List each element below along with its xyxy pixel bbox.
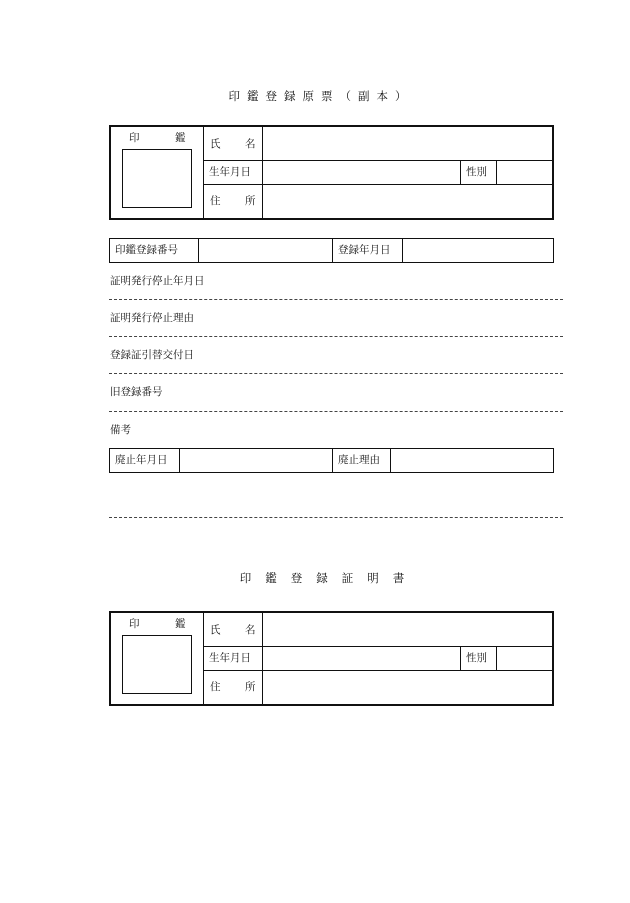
- cert-address-label-char-2: 所: [245, 681, 256, 693]
- cert-gender-divider-right: [496, 646, 497, 670]
- abolition-reason-label: 廃止理由: [338, 454, 380, 466]
- name-label-char-1: 氏: [210, 138, 221, 150]
- cert-gender-divider-left: [460, 646, 461, 670]
- gender-divider-left: [460, 160, 461, 184]
- cert-row-divider-2: [203, 670, 552, 671]
- cert-seal-label-char-2: 鑑: [175, 618, 186, 630]
- registration-number-divider: [198, 239, 199, 262]
- cut-line: [109, 517, 563, 518]
- name-label-char-2: 名: [245, 138, 256, 150]
- abolition-date-label: 廃止年月日: [115, 454, 168, 466]
- reissue-date-line: [109, 373, 563, 374]
- registration-date-label: 登録年月日: [338, 244, 391, 256]
- abolition-reason-divider-left: [332, 449, 333, 472]
- cert-label-column-divider: [262, 613, 263, 704]
- remarks-label: 備考: [110, 424, 131, 436]
- suspend-date-label: 証明発行停止年月日: [110, 275, 205, 287]
- copy-personal-table: [109, 125, 554, 220]
- registration-date-divider-left: [332, 239, 333, 262]
- cert-seal-impression-box: [122, 635, 192, 694]
- cert-birth-label: 生年月日: [209, 652, 251, 664]
- cert-name-label-char-1: 氏: [210, 624, 221, 636]
- address-label-char-1: 住: [210, 195, 221, 207]
- row-divider-2: [203, 184, 552, 185]
- old-number-line: [109, 411, 563, 412]
- birth-label: 生年月日: [209, 166, 251, 178]
- seal-column-divider: [203, 127, 204, 218]
- cert-name-label-char-2: 名: [245, 624, 256, 636]
- row-divider-1: [203, 160, 552, 161]
- seal-impression-box: [122, 149, 192, 208]
- suspend-reason-label: 証明発行停止理由: [110, 312, 194, 324]
- certificate-personal-table: [109, 611, 554, 706]
- cert-seal-column-divider: [203, 613, 204, 704]
- abolition-date-divider: [179, 449, 180, 472]
- suspend-date-line: [109, 299, 563, 300]
- abolition-reason-divider-right: [390, 449, 391, 472]
- registration-date-divider-right: [402, 239, 403, 262]
- cert-gender-label: 性別: [466, 652, 487, 664]
- suspend-reason-line: [109, 336, 563, 337]
- certificate-title: 印鑑登録証明書: [239, 571, 419, 585]
- label-column-divider: [262, 127, 263, 218]
- seal-label-char-2: 鑑: [175, 132, 186, 144]
- registration-number-label: 印鑑登録番号: [115, 244, 178, 256]
- abolition-row: [109, 448, 554, 473]
- seal-label-char-1: 印: [129, 132, 140, 144]
- registration-row: [109, 238, 554, 263]
- cert-row-divider-1: [203, 646, 552, 647]
- cert-address-label-char-1: 住: [210, 681, 221, 693]
- address-label-char-2: 所: [245, 195, 256, 207]
- copy-form-title: 印鑑登録原票（副本）: [228, 89, 414, 103]
- old-number-label: 旧登録番号: [110, 386, 163, 398]
- gender-divider-right: [496, 160, 497, 184]
- reissue-date-label: 登録証引替交付日: [110, 349, 194, 361]
- cert-seal-label-char-1: 印: [129, 618, 140, 630]
- gender-label: 性別: [466, 166, 487, 178]
